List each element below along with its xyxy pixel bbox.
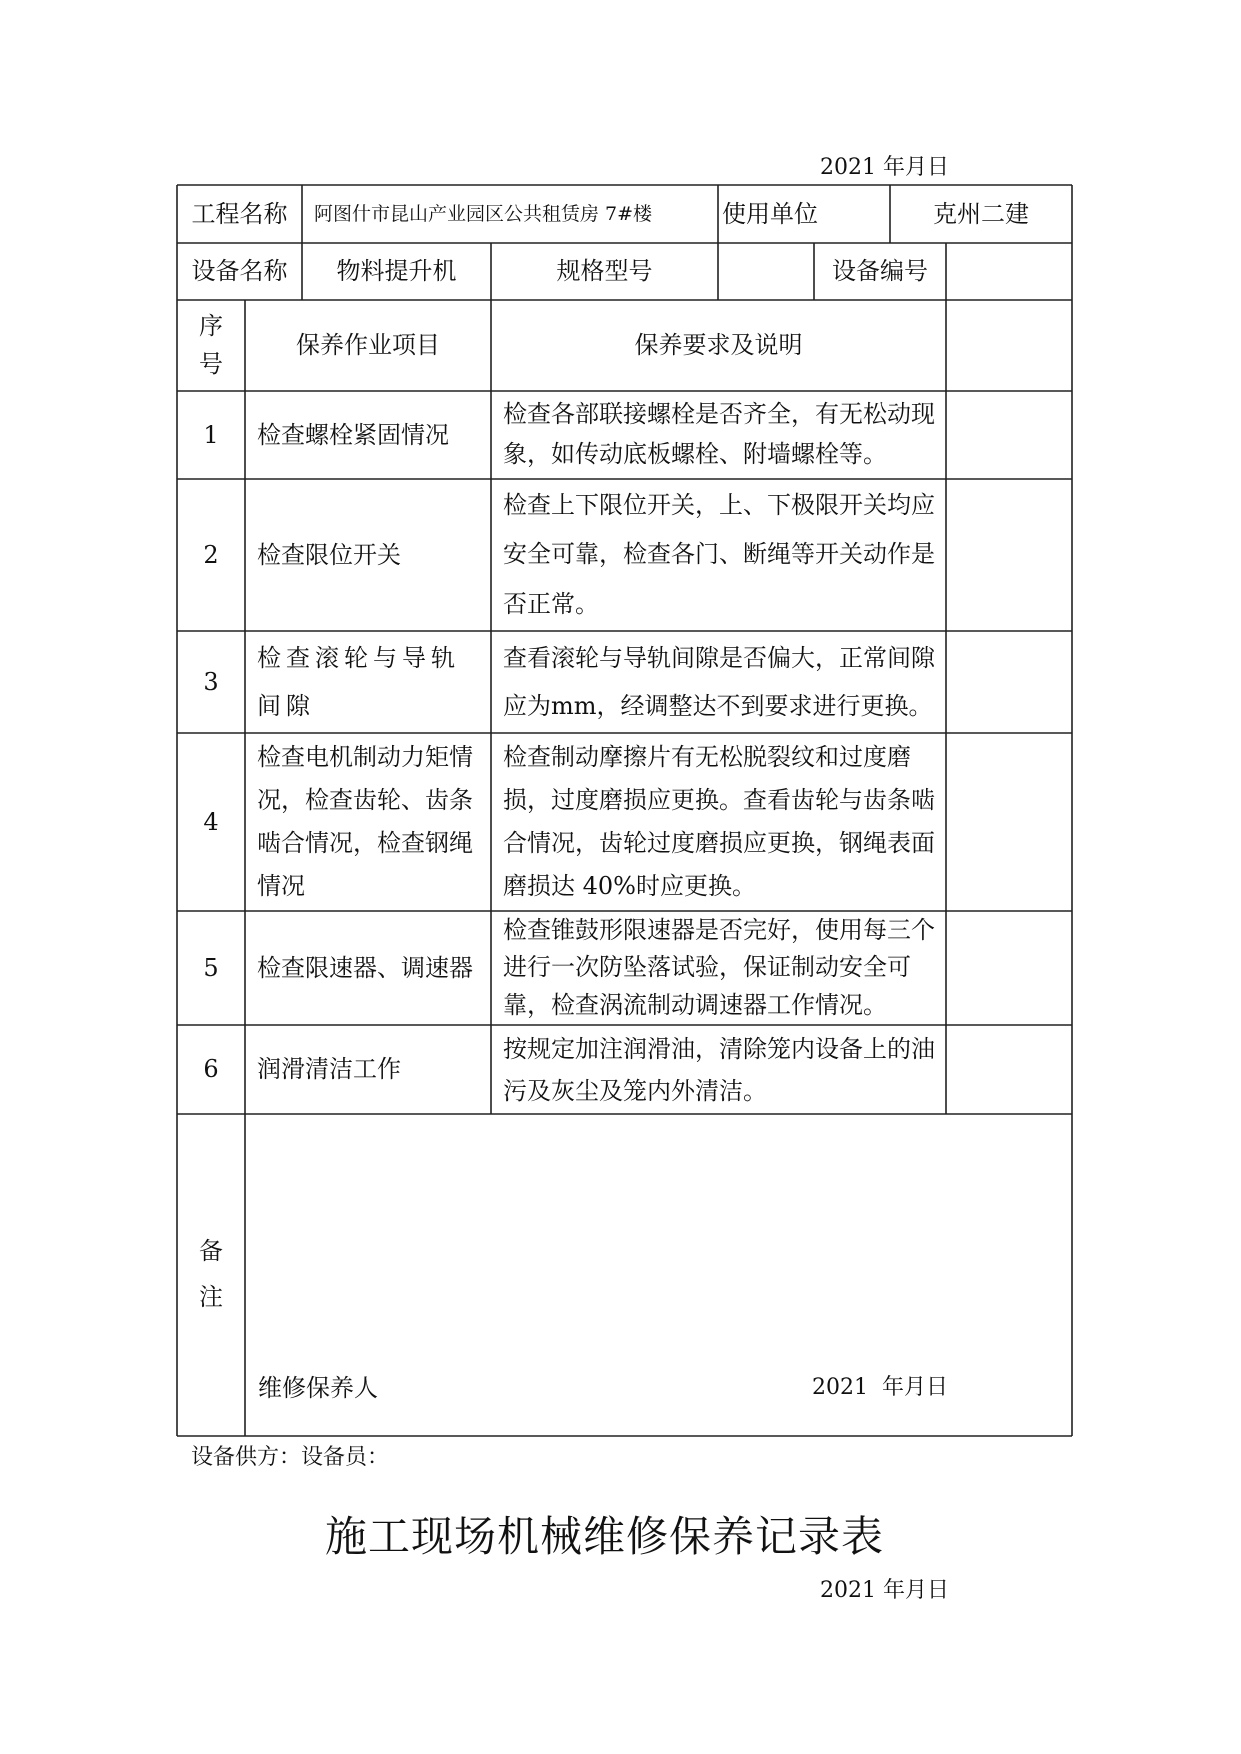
seq-header-line2: 号 (199, 349, 223, 378)
equipment-name-label: 设备名称 (191, 257, 288, 286)
header-date: 2021 年月日 (820, 155, 949, 180)
equipment-name-value: 物料提升机 (336, 257, 457, 286)
row-3-requirement: 查看滚轮与导轨间隙是否偏大，正常间隙应为mm，经调整达不到要求进行更换。 (503, 644, 935, 720)
remarks-label-line2: 注 (199, 1283, 223, 1311)
row-1-requirement: 检查各部联接螺栓是否齐全，有无松动现象，如传动底板螺栓、附墙螺栓等。 (503, 400, 935, 468)
seq-header (177, 300, 245, 391)
row-4-item: 检查电机制动力矩情况，检查齿轮、齿条啮合情况，检查钢绳情况 (257, 742, 473, 901)
row-1-item: 检查螺栓紧固情况 (257, 420, 449, 449)
equipment-code-value (946, 243, 1072, 300)
user-unit-value: 克州二建 (933, 199, 1029, 228)
row-5-requirement: 检查锥鼓形限速器是否完好，使用每三个进行一次防坠落试验，保证制动安全可靠，检查涡流制动调速器工作情况。 (503, 916, 935, 1019)
row-4-seq: 4 (203, 807, 219, 836)
user-unit-label: 使用单位 (722, 199, 818, 228)
project-name-label: 工程名称 (191, 199, 288, 228)
project-name-value: 阿图什市昆山产业园区公共租赁房 7#楼 (314, 202, 653, 225)
row-6-requirement: 按规定加注润滑油，清除笼内设备上的油污及灰尘及笼内外清洁。 (503, 1034, 935, 1105)
row-5-item: 检查限速器、调速器 (257, 953, 473, 982)
row-3-seq: 3 (203, 667, 219, 696)
row-2-item: 检查限位开关 (257, 540, 401, 569)
row-6-item: 润滑清洁工作 (257, 1055, 401, 1084)
row-6-seq: 6 (203, 1055, 219, 1084)
item-header: 保养作业项目 (296, 331, 440, 360)
model-label: 规格型号 (556, 257, 653, 286)
model-value (718, 243, 814, 300)
row-2-seq: 2 (203, 540, 219, 569)
row-4-requirement: 检查制动摩擦片有无松脱裂纹和过度磨损，过度磨损应更换。查看齿轮与齿条啮合情况，齿轮过度磨损应更换，钢绳表面磨损达 40%时应更换。 (503, 742, 935, 901)
row-2-requirement: 检查上下限位开关，上、下极限开关均应安全可靠，检查各门、断绳等开关动作是否正常。 (503, 491, 935, 618)
remarks-label-line1: 备 (199, 1237, 223, 1266)
remarks-label (177, 1114, 245, 1436)
row-5-seq: 5 (203, 953, 219, 982)
maintainer-date: 2021 年月日 (812, 1375, 948, 1400)
page-title: 施工现场机械维修保养记录表 (325, 1512, 885, 1561)
equipment-code-label: 设备编号 (832, 257, 928, 286)
maintainer-label: 维修保养人 (258, 1374, 378, 1402)
supplier-line: 设备供方：设备员： (191, 1445, 390, 1470)
bottom-date: 2021 年月日 (820, 1578, 949, 1603)
requirement-header: 保养要求及说明 (634, 331, 803, 360)
seq-header-line1: 序 (199, 312, 223, 341)
row-3-item: 检查滚轮与导轨间隙 (257, 644, 460, 720)
row-1-seq: 1 (203, 420, 219, 449)
